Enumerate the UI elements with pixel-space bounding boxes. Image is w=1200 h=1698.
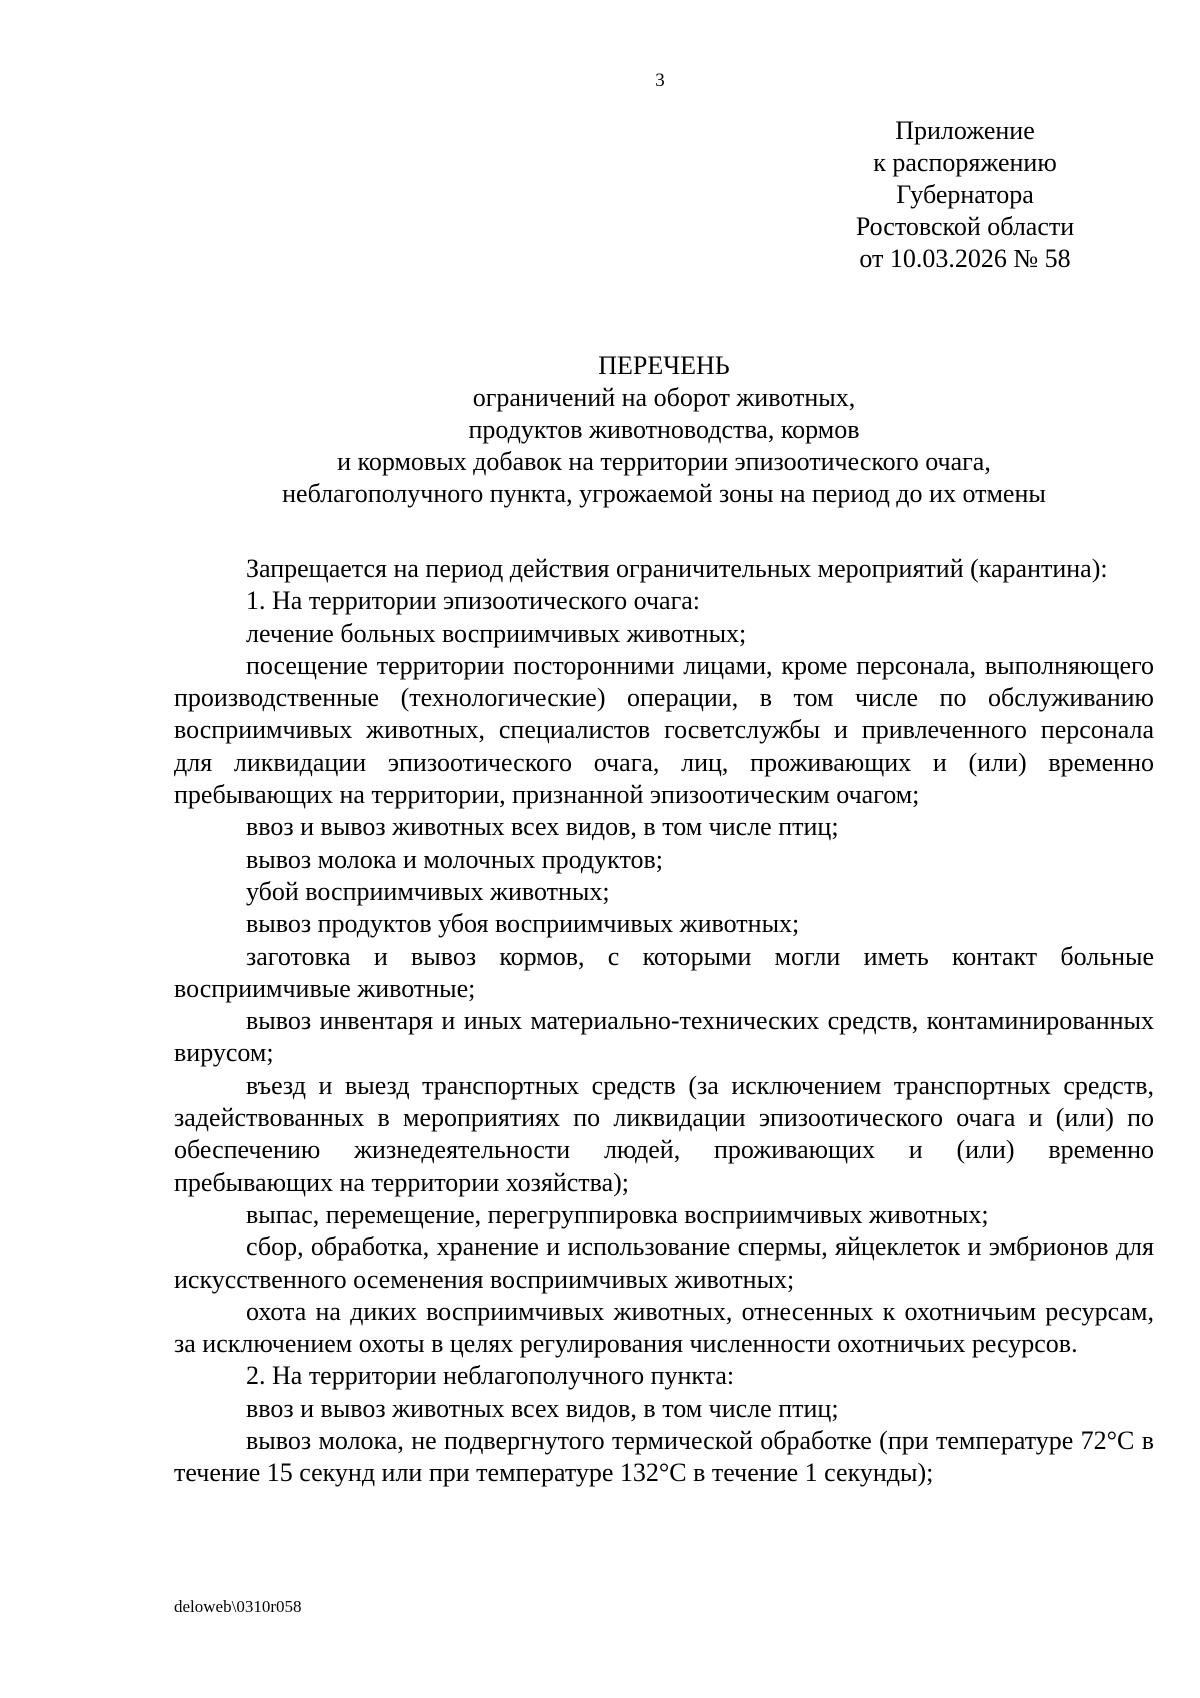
title-heading: ПЕРЕЧЕНЬ: [598, 351, 730, 380]
appendix-line: к распоряжению: [873, 148, 1057, 177]
body-paragraph: заготовка и вывоз кормов, с которыми могли иметь контакт больные восприимчивые животные;: [174, 941, 1154, 1003]
body-paragraph: вывоз молока, не подвергнутого термической обработке (при температуре 72°C в течение 15 секунд или при температуре 132°C в течение 1 секунды);: [174, 1426, 1154, 1488]
body-paragraph: въезд и выезд транспортных средств (за исключением транспортных средств, задействованных в мероприятиях по ликвидации эпизоотического очага и (или) по обеспечению жизнедеятельности людей, проживающих и (или) временно пребывающих на территории хозяйства);: [174, 1070, 1154, 1197]
title-subtitle-line: и кормовых добавок на территории эпизоотического очага,: [337, 447, 991, 476]
body-paragraph: 2. На территории неблагополучного пункта:: [246, 1361, 735, 1391]
body-paragraph: 1. На территории эпизоотического очага:: [246, 586, 701, 616]
title-subtitle-line: ограничений на оборот животных,: [472, 383, 856, 412]
document-body: [174, 553, 1154, 1490]
body-paragraph: выпас, перемещение, перегруппировка восприимчивых животных;: [246, 1199, 989, 1229]
body-paragraph: посещение территории посторонними лицами, кроме персонала, выполняющего производственные (технологические) операции, в том числе по обслуживанию восприимчивых животных, специалистов госветслужбы и привлеченного персонала для ликвидации эпизоотического очага, лиц, проживающих и (или) временно пребывающих на территории, признанной эпизоотическим очагом;: [174, 650, 1154, 810]
footer-document-code: deloweb\0310r058: [174, 1597, 302, 1616]
appendix-block: [830, 115, 1100, 275]
body-paragraph: убой восприимчивых животных;: [246, 876, 610, 906]
body-paragraph: лечение больных восприимчивых животных;: [246, 618, 747, 648]
appendix-line: Губернатора: [896, 180, 1034, 209]
title-subtitle-line: неблагополучного пункта, угрожаемой зоны на период до их отмены: [282, 479, 1046, 508]
body-paragraph: охота на диких восприимчивых животных, отнесенных к охотничьим ресурсам, за исключением охоты в целях регулирования численности охотничьих ресурсов.: [174, 1296, 1154, 1359]
page-number: 3: [655, 70, 665, 91]
body-paragraph: ввоз и вывоз животных всех видов, в том числе птиц;: [246, 812, 839, 842]
appendix-line: Приложение: [895, 116, 1035, 145]
body-paragraph: вывоз продуктов убоя восприимчивых животных;: [246, 909, 800, 939]
body-paragraph: ввоз и вывоз животных всех видов, в том числе птиц;: [246, 1393, 839, 1423]
body-paragraph: вывоз молока и молочных продуктов;: [246, 844, 663, 874]
body-paragraph: вывоз инвентаря и иных материально-технических средств, контаминированных вирусом;: [174, 1006, 1154, 1068]
appendix-line: Ростовской области: [855, 212, 1075, 241]
appendix-line: от 10.03.2026 № 58: [859, 244, 1071, 273]
document-title: [174, 350, 1154, 510]
title-subtitle-line: продуктов животноводства, кормов: [468, 415, 860, 444]
body-paragraph: Запрещается на период действия ограничительных мероприятий (карантина):: [246, 554, 1108, 583]
body-paragraph: сбор, обработка, хранение и использование спермы, яйцеклеток и эмбрионов для искусственного осеменения восприимчивых животных;: [174, 1232, 1154, 1294]
